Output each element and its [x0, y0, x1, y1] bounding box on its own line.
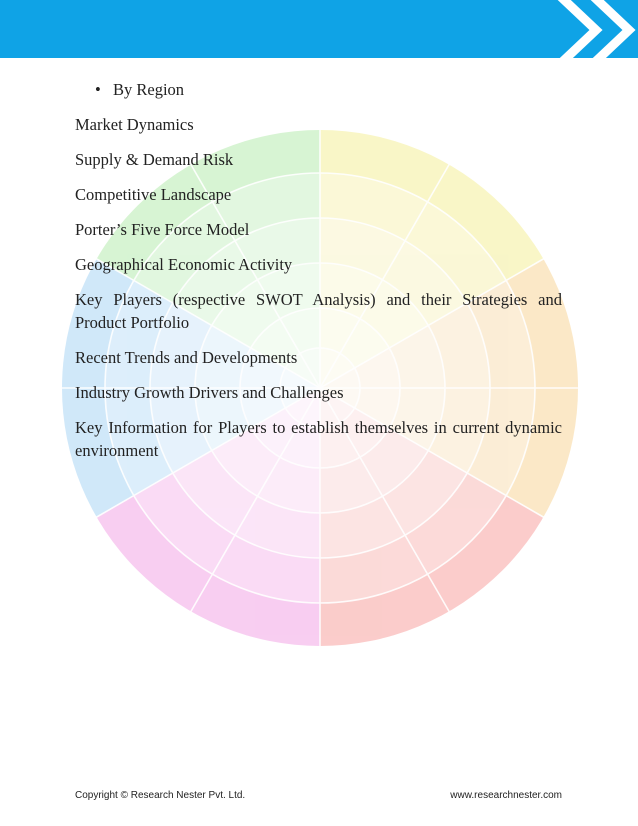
- list-item: Porter’s Five Force Model: [75, 220, 250, 239]
- list-item: Key Players (respective SWOT Analysis) and their Strategies and Product Portfolio: [75, 290, 562, 332]
- list-item: Key Information for Players to establish themselves in current dynamic environment: [75, 418, 562, 460]
- bullet-item: [75, 78, 562, 101]
- list-item: Supply & Demand Risk: [75, 150, 234, 169]
- content: [75, 78, 562, 474]
- list-item: Recent Trends and Developments: [75, 348, 298, 367]
- bullet-text: By Region: [113, 80, 185, 99]
- list-item: Market Dynamics: [75, 115, 194, 134]
- website-link[interactable]: www.researchnester.com: [450, 790, 562, 801]
- list-item: Industry Growth Drivers and Challenges: [75, 383, 344, 402]
- header-bar: [0, 0, 638, 58]
- copyright-text: Copyright © Research Nester Pvt. Ltd.: [75, 790, 246, 801]
- bullet-icon: •: [95, 80, 101, 99]
- list-item: Competitive Landscape: [75, 185, 232, 204]
- list-item: Geographical Economic Activity: [75, 255, 293, 274]
- footer: [75, 790, 562, 806]
